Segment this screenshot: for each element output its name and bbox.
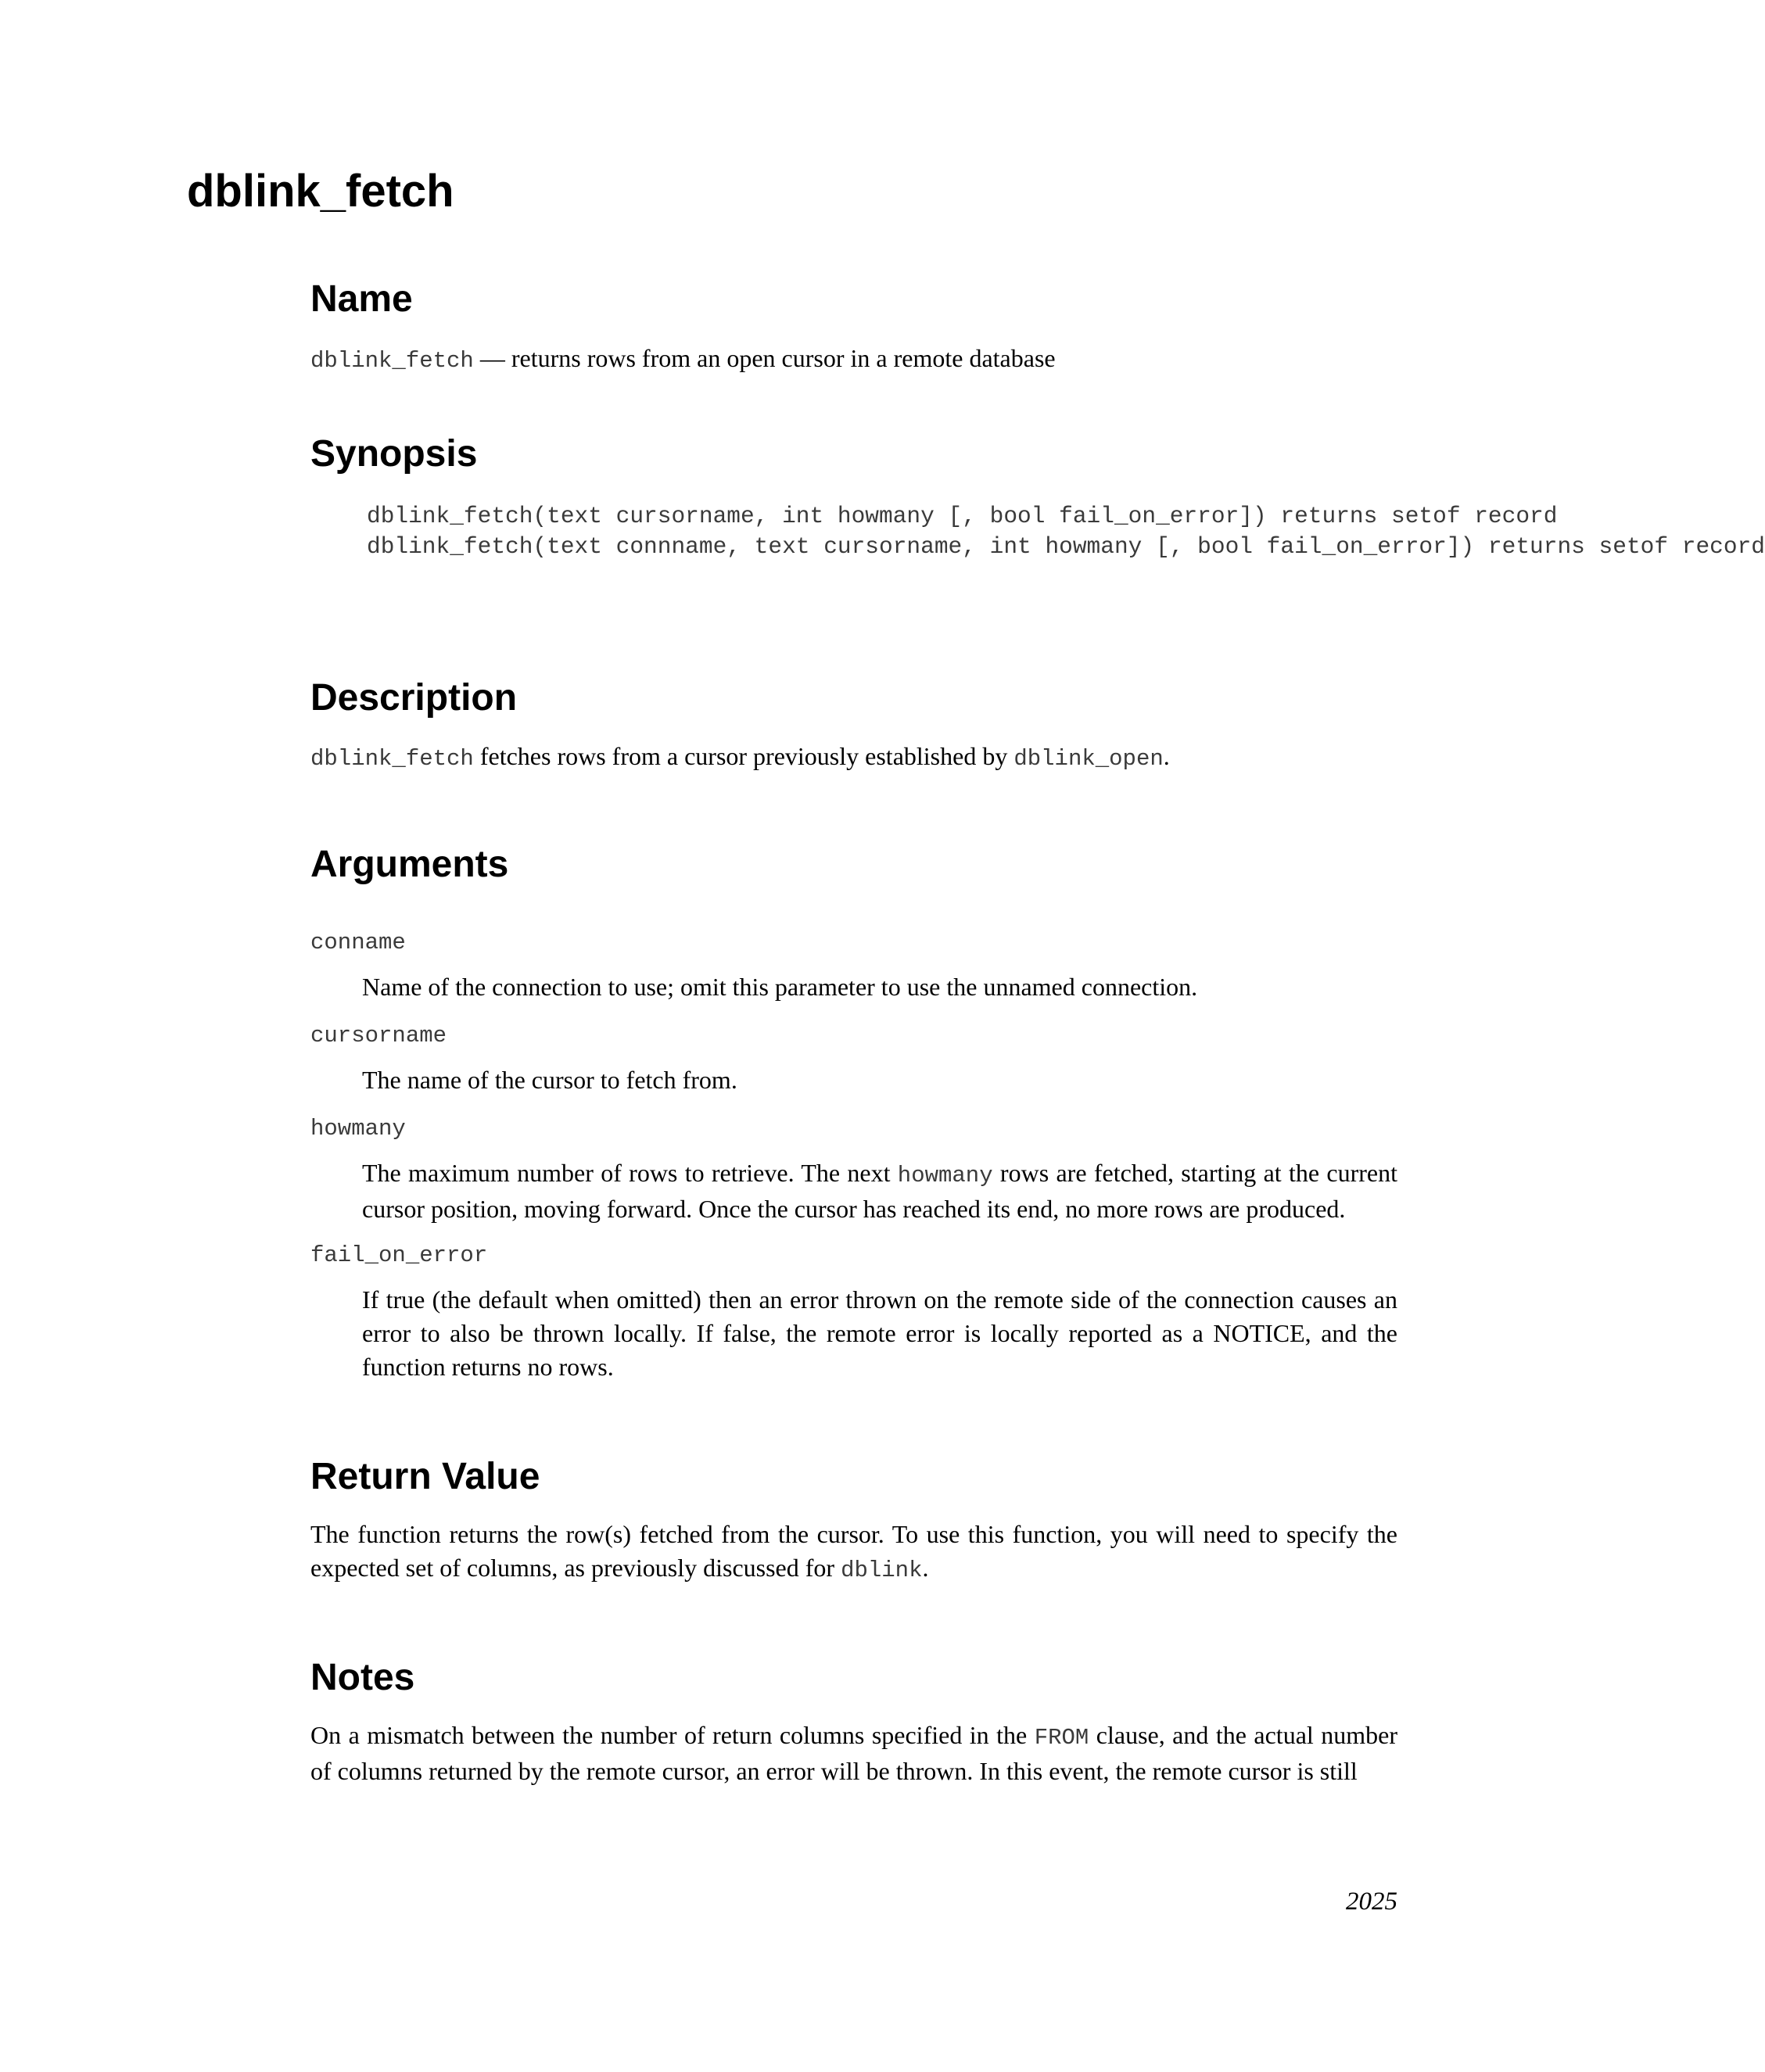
argument-term: howmany	[310, 1116, 406, 1142]
return-value-code: dblink	[841, 1558, 923, 1583]
synopsis-code-block	[367, 501, 1765, 562]
return-value-text-after: .	[922, 1554, 929, 1582]
name-heading: Name	[310, 278, 413, 320]
synopsis-heading: Synopsis	[310, 433, 478, 475]
name-summary: returns rows from an open cursor in a remote database	[511, 344, 1056, 372]
description-function: dblink_fetch	[310, 746, 474, 772]
argument-text-after: rows are fetched, starting at the current cursor position, moving forward. Once the cursor has reached its end, no more rows are produced.	[362, 1159, 1398, 1223]
name-line	[310, 342, 1397, 378]
argument-description: The name of the cursor to fetch from.	[362, 1066, 737, 1094]
name-dash: —	[473, 344, 511, 372]
description-text	[310, 740, 1397, 776]
notes-text	[310, 1719, 1397, 1788]
notes-code: FROM	[1034, 1725, 1089, 1751]
notes-heading: Notes	[310, 1657, 415, 1698]
notes-text-before: On a mismatch between the number of return columns specified in the	[310, 1721, 1035, 1749]
page-number: 2025	[1346, 1887, 1397, 1916]
description-open-function: dblink_open	[1013, 746, 1164, 772]
description-text-before: fetches rows from a cursor previously established by	[473, 742, 1014, 770]
argument-code: howmany	[897, 1163, 993, 1188]
argument-description: If true (the default when omitted) then an error thrown on the remote side of the connection causes an error to also be thrown locally. If false, the remote error is locally reported as a NOTICE, and the function returns no rows.	[362, 1285, 1397, 1381]
synopsis-line: dblink_fetch(text connname, text cursorname, int howmany [, bool fail_on_error]) returns setof record	[367, 533, 1765, 560]
synopsis-line: dblink_fetch(text cursorname, int howmany [, bool fail_on_error]) returns setof record	[367, 503, 1558, 529]
argument-term: fail_on_error	[310, 1242, 488, 1268]
return-value-heading: Return Value	[310, 1456, 540, 1497]
argument-term: cursorname	[310, 1023, 447, 1049]
arguments-heading: Arguments	[310, 844, 509, 885]
argument-text-before: The maximum number of rows to retrieve. The next	[362, 1159, 898, 1187]
description-heading: Description	[310, 677, 518, 719]
return-value-text	[310, 1518, 1397, 1587]
page-title: dblink_fetch	[187, 166, 454, 217]
name-function: dblink_fetch	[310, 348, 474, 374]
argument-term: conname	[310, 930, 406, 955]
argument-description	[362, 1156, 1397, 1226]
notes-text-after: clause, and the actual number of columns returned by the remote cursor, an error will be thrown. In this event, the remote cursor is still	[310, 1721, 1398, 1785]
description-text-after: .	[1163, 742, 1170, 770]
argument-description: Name of the connection to use; omit this parameter to use the unnamed connection.	[362, 973, 1198, 1001]
return-value-text-before: The function returns the row(s) fetched from the cursor. To use this function, you will need to specify the expected set of columns, as previously discussed for	[310, 1520, 1397, 1582]
